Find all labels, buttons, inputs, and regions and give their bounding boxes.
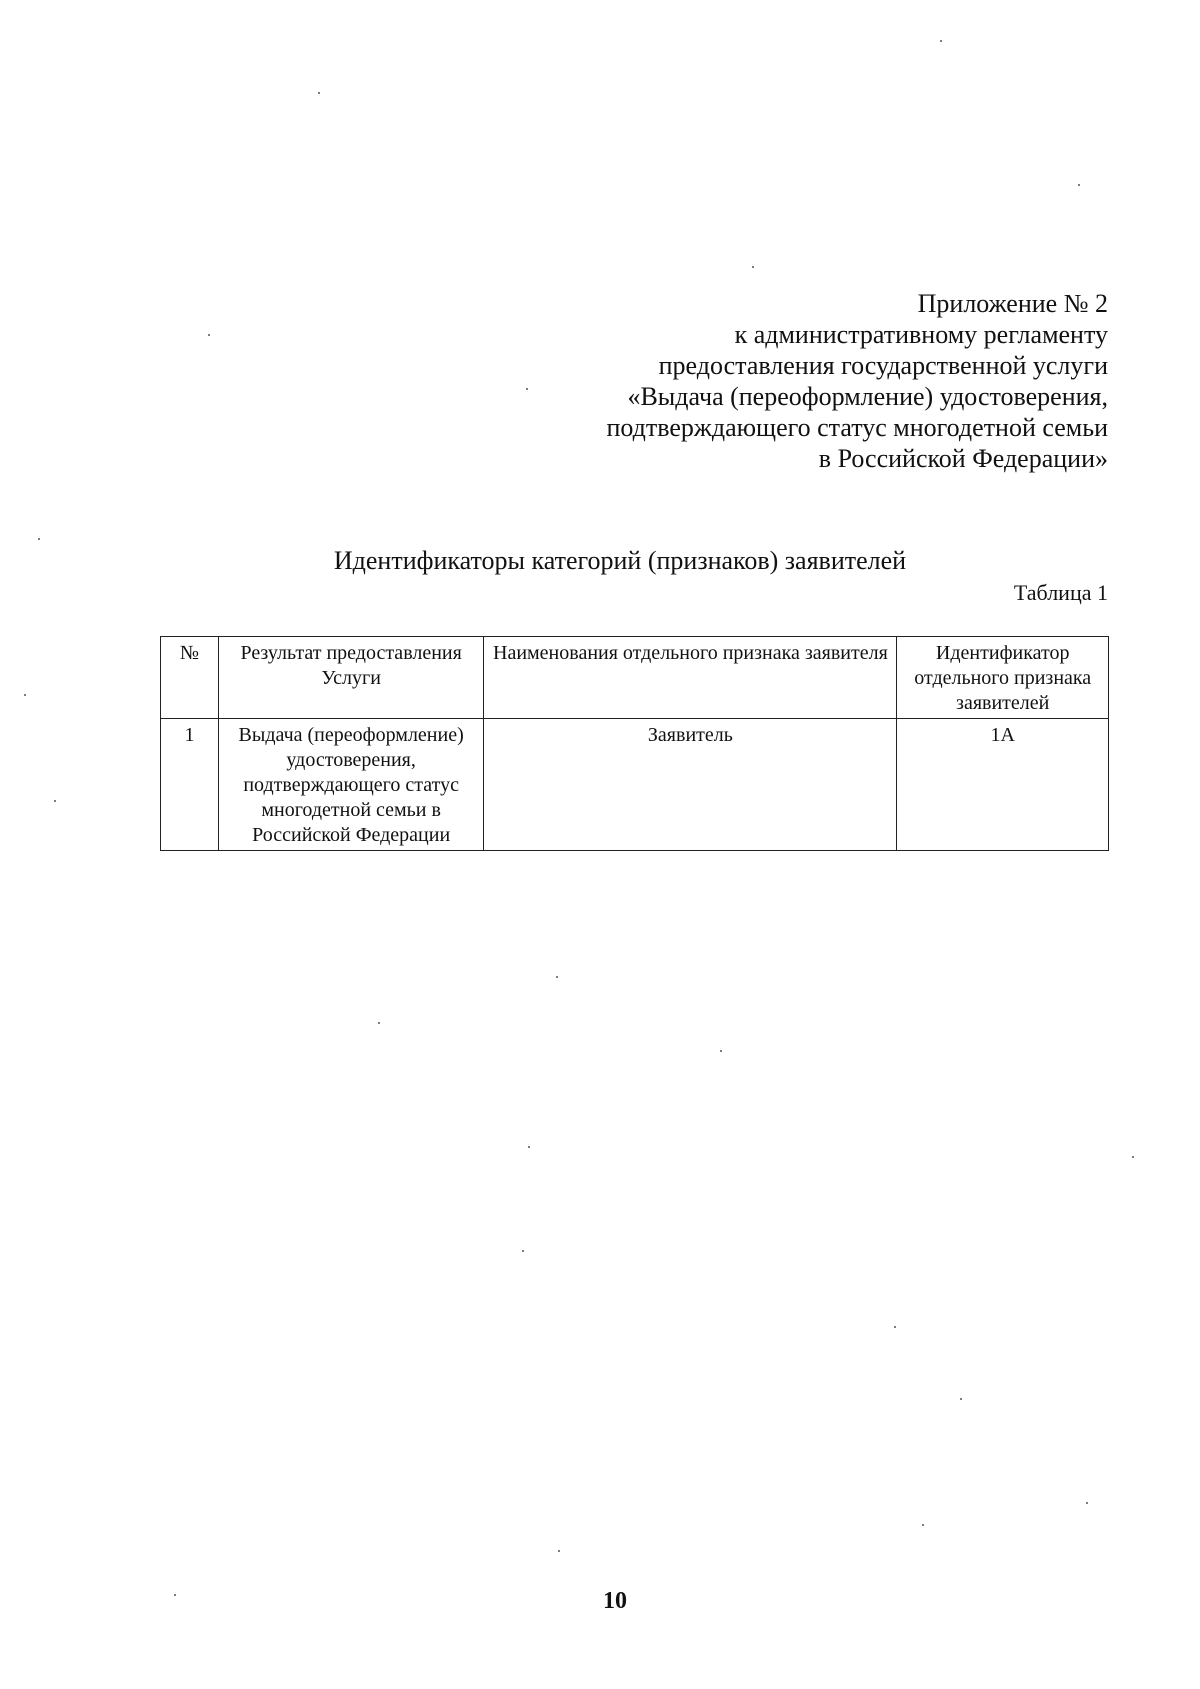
header-result: Результат предоставления Услуги (218, 637, 483, 719)
scan-speck (54, 800, 56, 802)
scan-speck (378, 1022, 380, 1024)
appendix-line: предоставления государственной услуги (658, 351, 1108, 380)
cell-result: Выдача (переоформление) удостоверения, подтверждающего статус многодетной семьи в Российской Федерации (218, 719, 483, 851)
scan-speck (38, 538, 40, 540)
scan-speck (24, 694, 26, 696)
scan-speck (522, 1250, 524, 1252)
scan-speck (174, 1594, 176, 1596)
cell-id: 1А (897, 719, 1109, 851)
appendix-block (606, 288, 1108, 474)
scan-speck (960, 1398, 962, 1400)
header-name: Наименования отдельного признака заявителя (484, 637, 897, 719)
scan-speck (556, 976, 558, 978)
scan-speck (1132, 1156, 1134, 1158)
scan-speck (940, 40, 942, 42)
scan-speck (922, 1524, 924, 1526)
page-number: 10 (603, 1588, 627, 1614)
table-label: Таблица 1 (1013, 580, 1108, 605)
scan-speck (1086, 1502, 1088, 1504)
scan-speck (752, 266, 754, 268)
scan-speck (1078, 184, 1080, 186)
table-row (161, 719, 1109, 851)
scan-speck (526, 388, 528, 390)
document-title: Идентификаторы категорий (признаков) заявителей (333, 546, 907, 575)
header-id: Идентификатор отдельного признака заявителей (897, 637, 1109, 719)
scan-speck (720, 1050, 722, 1052)
scan-speck (208, 334, 210, 336)
scan-speck (894, 1326, 896, 1328)
appendix-line: «Выдача (переоформление) удостоверения, (627, 382, 1108, 411)
table-header-row (161, 637, 1109, 719)
appendix-line: в Российской Федерации» (818, 444, 1108, 473)
scan-speck (528, 1146, 530, 1148)
appendix-line: к административному регламенту (734, 320, 1108, 349)
scan-speck (558, 1550, 560, 1552)
appendix-line: подтверждающего статус многодетной семьи (606, 413, 1108, 442)
header-num: № (161, 637, 219, 719)
cell-num: 1 (161, 719, 219, 851)
appendix-line: Приложение № 2 (917, 289, 1108, 318)
scan-speck (318, 92, 320, 94)
identifiers-table (160, 636, 1109, 851)
cell-name: Заявитель (484, 719, 897, 851)
